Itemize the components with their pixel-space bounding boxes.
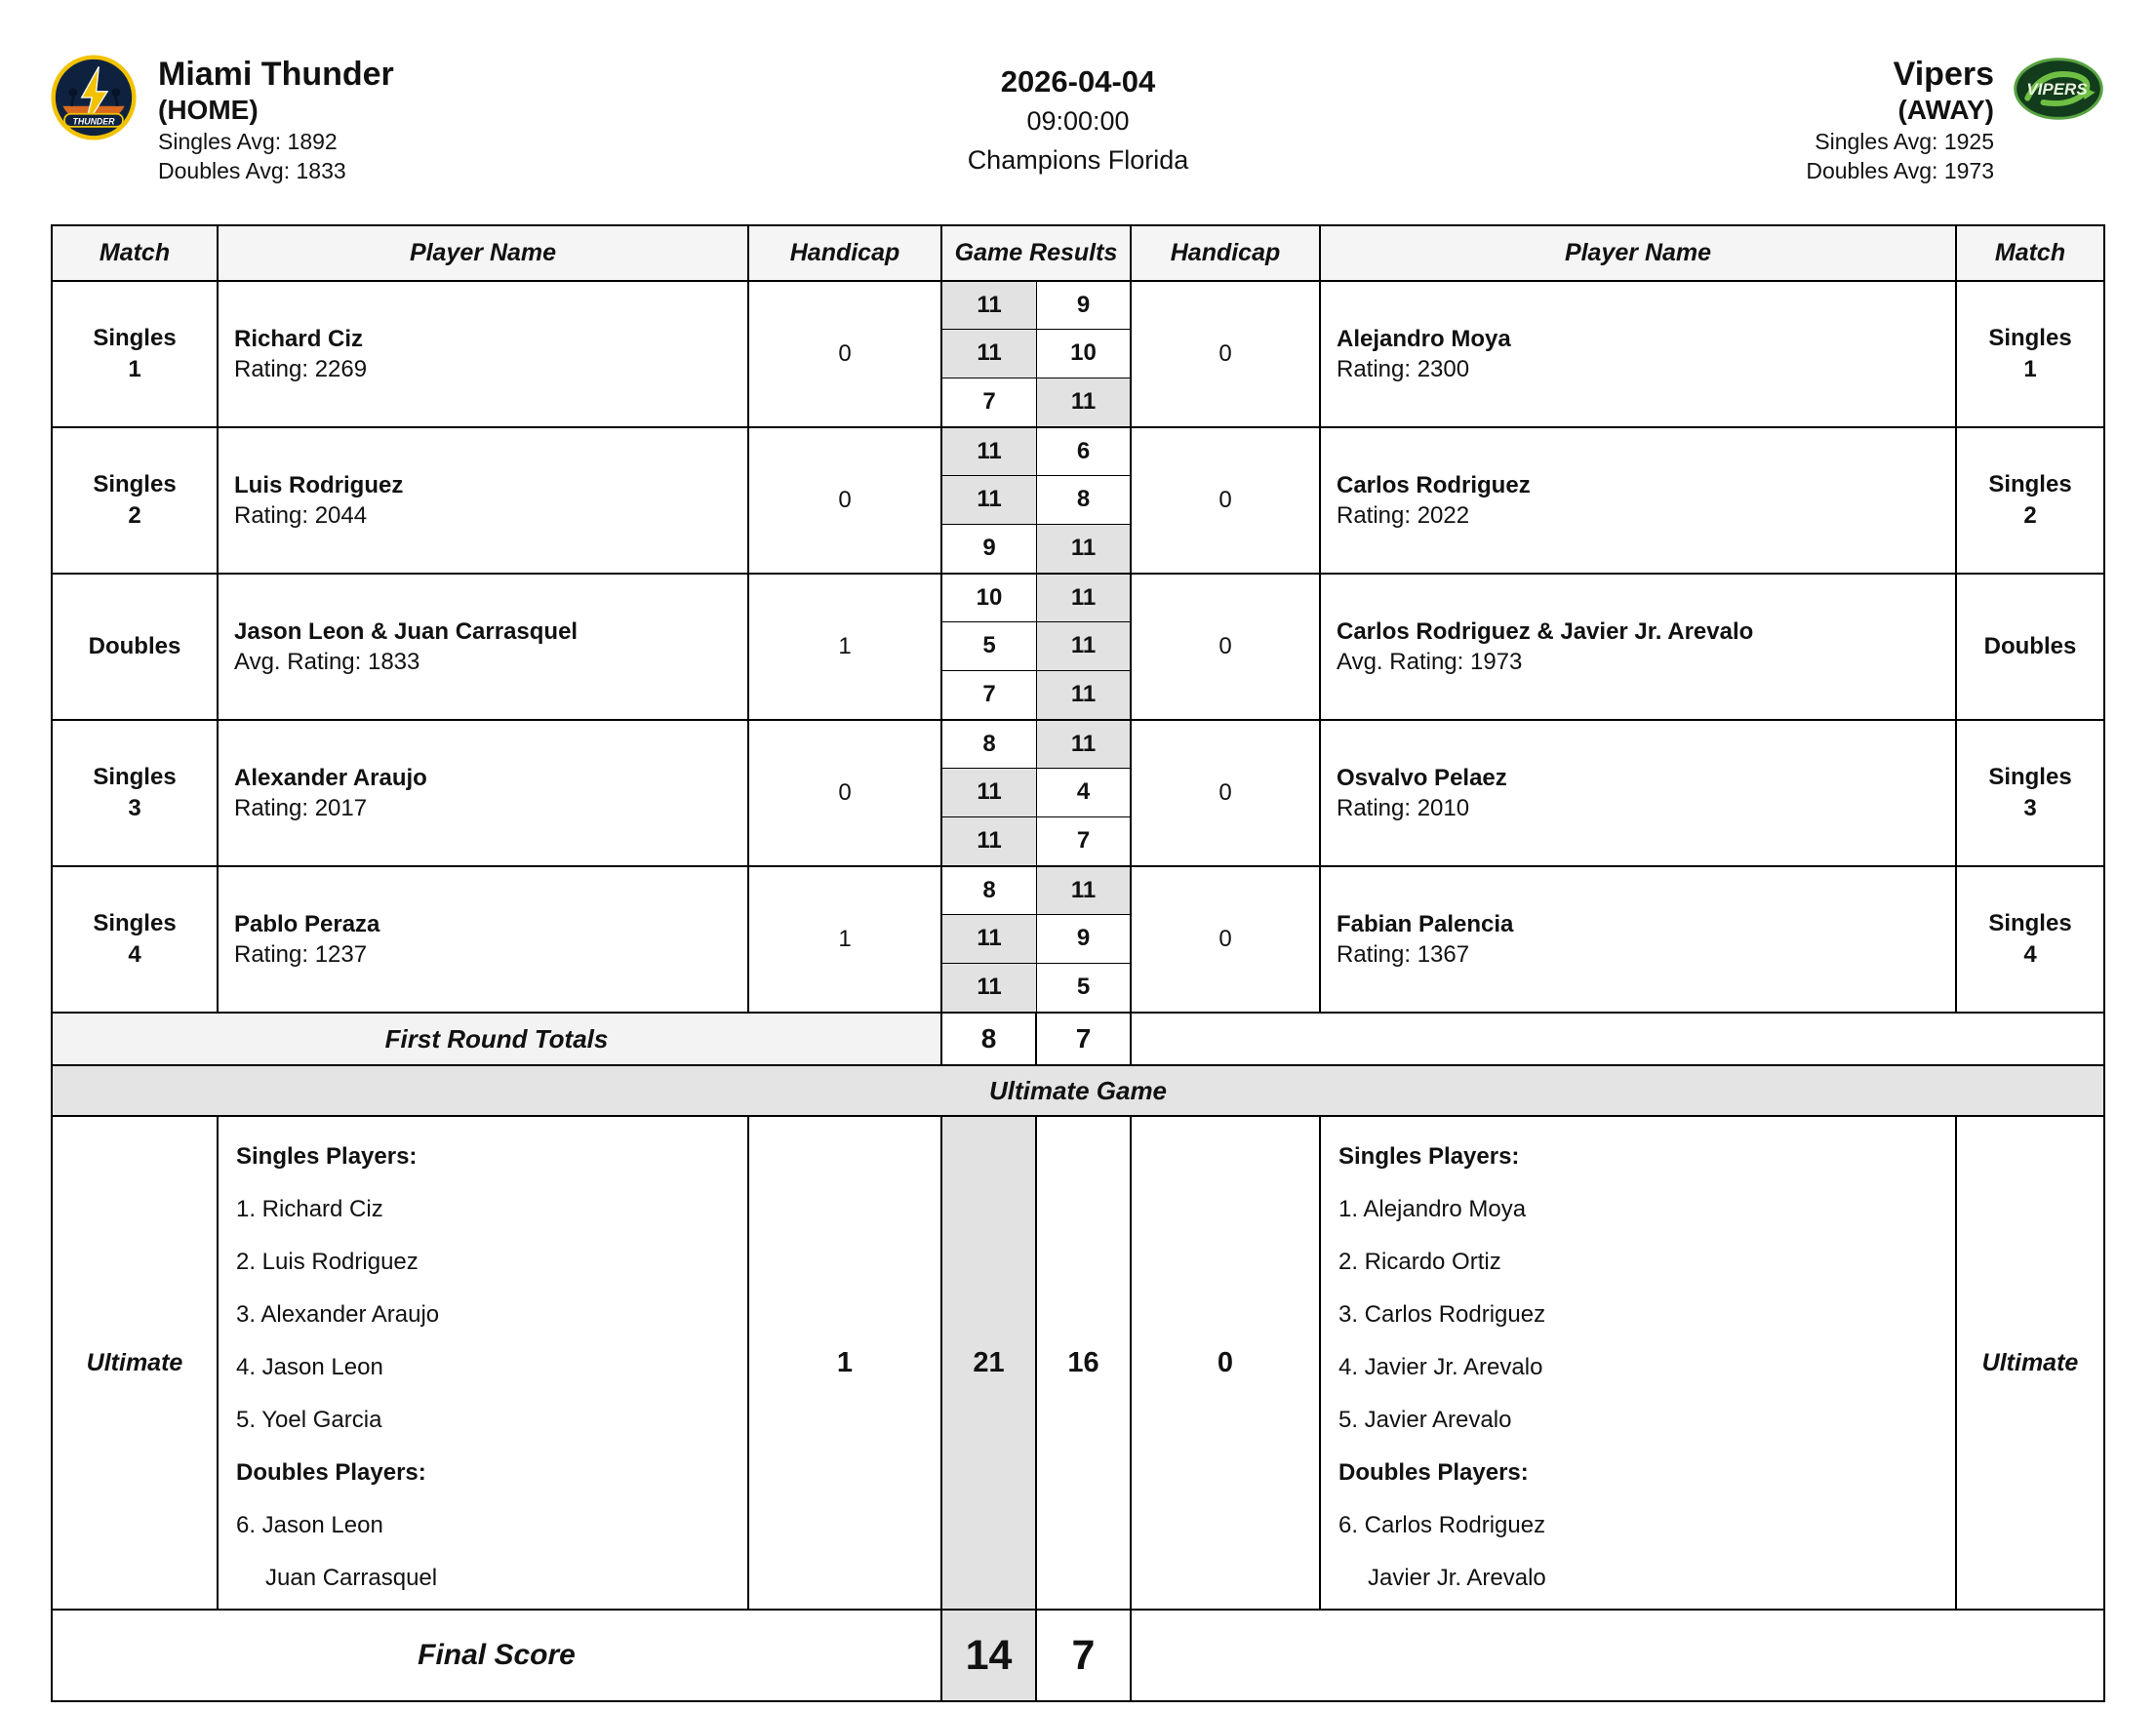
game1-home-score: 8 [942,867,1036,915]
home-handicap: 0 [749,282,942,426]
match-type-line1: Singles [1988,325,2072,351]
game2-home-score: 11 [942,769,1036,816]
col-header-game-results: Game Results [942,226,1132,280]
home-player-rating: Rating: 2044 [234,502,368,529]
vipers-logo-text: VIPERS [2026,79,2088,99]
match-type-line1: Singles [93,471,177,497]
away-team-role: (AWAY) [1897,95,1994,125]
away-handicap: 0 [1132,282,1321,426]
game1-away-score: 11 [1036,575,1130,622]
col-header-match-left: Match [53,226,219,280]
roster-line: 6. Jason Leon [236,1512,383,1538]
game-results-cell [942,721,1132,865]
match-type-line1: Doubles [88,633,181,659]
score-table [51,224,2105,1702]
match-type-line1: Singles [93,325,177,351]
match-type-right [1957,428,2103,573]
home-player-cell [219,721,749,865]
away-player-rating: Rating: 1367 [1337,941,1470,968]
match-row-singles-4 [53,867,2103,1014]
game1-away-score: 11 [1036,721,1130,769]
thunder-logo-icon [51,55,137,185]
game3-home-score: 11 [942,964,1036,1012]
thunder-logo-text: THUNDER [72,116,115,127]
match-type-line2: 4 [2023,941,2037,968]
home-handicap: 1 [749,867,942,1012]
match-row-singles-1 [53,282,2103,428]
away-player-name: Osvalvo Pelaez [1337,765,1507,791]
away-handicap: 0 [1132,428,1321,573]
game1-home-score: 11 [942,428,1036,476]
ultimate-home-handicap: 1 [749,1117,942,1609]
game2-away-score: 10 [1036,330,1130,378]
match-type-left [53,428,219,573]
match-type-left [53,721,219,865]
final-score-spacer [1132,1611,2103,1700]
first-round-totals-spacer [1132,1014,2103,1064]
game3-away-score: 7 [1036,817,1130,865]
ultimate-away-score: 16 [1037,1117,1132,1609]
game1-home-score: 11 [942,282,1036,330]
col-header-handicap-right: Handicap [1132,226,1321,280]
home-player-name: Luis Rodriguez [234,472,404,498]
ultimate-away-handicap: 0 [1132,1117,1321,1609]
vipers-logo-icon [2012,55,2105,185]
match-type-right [1957,282,2103,426]
roster-line: 2. Ricardo Ortiz [1338,1249,1501,1275]
match-type-left [53,575,219,719]
final-score-row [53,1611,2103,1700]
game2-away-score: 11 [1036,622,1130,670]
roster-line: 4. Jason Leon [236,1354,383,1380]
match-type-line1: Singles [1988,471,2072,497]
home-handicap: 0 [749,721,942,865]
home-player-name: Alexander Araujo [234,765,427,791]
home-team-text [158,55,394,185]
match-type-line2: 4 [128,941,141,968]
roster-line: Doubles Players: [236,1459,426,1486]
game2-away-score: 8 [1036,476,1130,524]
game2-away-score: 4 [1036,769,1130,816]
event-venue: Champions Florida [967,145,1189,175]
roster-line: 3. Alexander Araujo [236,1301,440,1328]
home-team-role: (HOME) [158,95,259,125]
home-player-rating: Avg. Rating: 1833 [234,649,420,675]
home-team-name: Miami Thunder [158,56,394,93]
game3-away-score: 5 [1036,964,1130,1012]
game3-away-score: 11 [1036,525,1130,573]
game3-home-score: 7 [982,388,996,416]
away-player-cell [1321,428,1957,573]
ultimate-home-score: 21 [942,1117,1037,1609]
match-type-line1: Singles [1988,910,2072,936]
home-singles-avg: Singles Avg: 1892 [158,129,338,154]
game1-away-score: 9 [1036,282,1130,330]
away-player-cell [1321,721,1957,865]
game2-home-score: 5 [942,622,1036,670]
roster-line: 6. Carlos Rodriguez [1338,1512,1546,1538]
away-player-name: Fabian Palencia [1337,911,1514,937]
first-round-totals-row [53,1014,2103,1066]
away-singles-avg: Singles Avg: 1925 [1815,129,1994,154]
home-doubles-avg: Doubles Avg: 1833 [158,158,346,183]
match-type-line2: 3 [128,795,141,821]
away-player-rating: Avg. Rating: 1973 [1337,649,1523,675]
away-player-cell [1321,867,1957,1012]
ultimate-match-type-left: Ultimate [53,1117,219,1609]
ultimate-game-label: Ultimate Game [53,1066,2103,1115]
home-player-name: Richard Ciz [234,326,364,352]
away-doubles-avg: Doubles Avg: 1973 [1806,158,1994,183]
game3-away-score: 11 [1036,671,1130,719]
match-row-singles-3 [53,721,2103,867]
game3-home-score: 7 [982,681,996,708]
match-type-right [1957,867,2103,1012]
ultimate-match-type-right: Ultimate [1981,1348,2079,1376]
home-player-cell [219,575,749,719]
roster-line: 5. Javier Arevalo [1338,1407,1512,1433]
game-results-cell [942,575,1132,719]
match-type-line2: 3 [2023,795,2037,821]
col-header-match-right: Match [1994,239,2066,266]
ultimate-away-roster [1321,1117,1957,1609]
match-type-line1: Singles [1988,764,2072,790]
event-time: 09:00:00 [1026,106,1130,136]
first-round-totals-label: First Round Totals [53,1014,942,1064]
first-round-away-total: 7 [1037,1014,1132,1064]
event-date: 2026-04-04 [1000,64,1156,99]
roster-line: 4. Javier Jr. Arevalo [1338,1354,1543,1380]
game3-home-score: 11 [942,817,1036,865]
match-type-right [1957,721,2103,865]
roster-line: Singles Players: [1338,1143,1520,1170]
home-player-name: Pablo Peraza [234,911,380,937]
home-player-rating: Rating: 2269 [234,356,368,382]
match-type-line1: Singles [93,910,177,936]
game1-away-score: 6 [1036,428,1130,476]
away-player-rating: Rating: 2300 [1337,356,1470,382]
away-player-rating: Rating: 2022 [1337,502,1470,529]
away-team-block [1500,55,2105,185]
ultimate-home-roster [219,1117,749,1609]
away-player-name: Carlos Rodriguez & Javier Jr. Arevalo [1337,618,1754,645]
game3-home-score: 9 [982,535,996,562]
home-player-cell [219,428,749,573]
match-type-line1: Doubles [1983,633,2077,659]
away-player-rating: Rating: 2010 [1337,795,1470,821]
home-player-name: Jason Leon & Juan Carrasquel [234,618,579,645]
ultimate-row [53,1117,2103,1611]
match-row-doubles [53,575,2103,721]
match-type-line2: 1 [128,356,141,382]
home-team-block [51,55,656,185]
header [0,0,2156,185]
final-away-score: 7 [1037,1611,1132,1700]
game1-home-score: 8 [942,721,1036,769]
final-score-label: Final Score [53,1611,942,1700]
match-type-left [53,867,219,1012]
game-results-cell [942,867,1132,1012]
home-handicap: 0 [749,428,942,573]
game2-away-score: 9 [1036,915,1130,963]
home-player-cell [219,867,749,1012]
match-type-left [53,282,219,426]
match-type-line1: Singles [93,764,177,790]
game3-away-score: 11 [1036,378,1130,426]
roster-line: 3. Carlos Rodriguez [1338,1301,1546,1328]
match-row-singles-2 [53,428,2103,575]
game1-home-score: 10 [942,575,1036,622]
roster-line: 2. Luis Rodriguez [236,1249,419,1275]
match-type-line2: 2 [2023,502,2037,529]
event-block [656,55,1500,179]
game-results-cell [942,282,1132,426]
table-header-row [53,226,2103,282]
home-handicap: 1 [749,575,942,719]
roster-line: 1. Richard Ciz [236,1196,383,1222]
home-player-rating: Rating: 1237 [234,941,368,968]
game2-home-score: 11 [942,915,1036,963]
game2-home-score: 11 [942,330,1036,378]
roster-line: Singles Players: [236,1143,418,1170]
home-player-cell [219,282,749,426]
away-team-name: Vipers [1893,56,1994,93]
ultimate-game-band [53,1066,2103,1117]
col-header-handicap-left: Handicap [749,226,942,280]
away-player-cell [1321,575,1957,719]
match-type-right [1957,575,2103,719]
col-header-player-right: Player Name [1321,226,1957,280]
game1-away-score: 11 [1036,867,1130,915]
roster-line: 1. Alejandro Moya [1338,1196,1527,1222]
match-type-line2: 1 [2023,356,2037,382]
away-team-text [1806,55,1994,185]
roster-line: Doubles Players: [1338,1459,1529,1486]
home-player-rating: Rating: 2017 [234,795,368,821]
away-player-name: Carlos Rodriguez [1337,472,1531,498]
away-handicap: 0 [1132,721,1321,865]
away-player-name: Alejandro Moya [1337,326,1511,352]
away-handicap: 0 [1132,575,1321,719]
roster-line: Juan Carrasquel [265,1565,438,1591]
away-player-cell [1321,282,1957,426]
roster-line: 5. Yoel Garcia [236,1407,382,1433]
final-home-score: 14 [942,1611,1037,1700]
roster-line: Javier Jr. Arevalo [1368,1565,1546,1591]
col-header-player-left: Player Name [219,226,749,280]
first-round-home-total: 8 [942,1014,1037,1064]
away-handicap: 0 [1132,867,1321,1012]
game2-home-score: 11 [942,476,1036,524]
match-type-line2: 2 [128,502,141,529]
game-results-cell [942,428,1132,573]
